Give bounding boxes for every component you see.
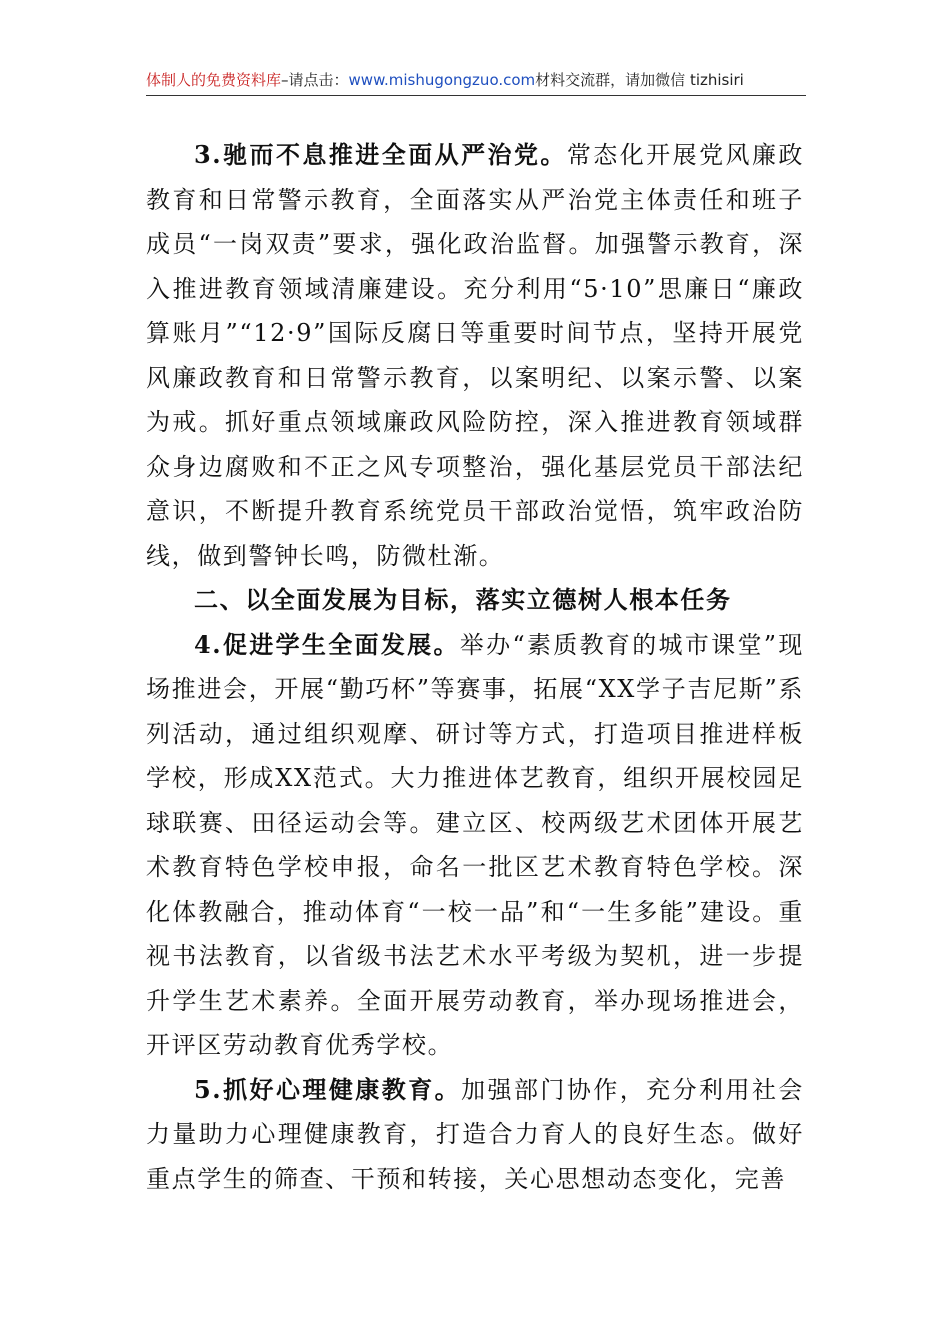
document-body [146, 133, 804, 1201]
paragraph-5-body: 加强部门协作，充分利用社会力量助力心理健康教育，打造合力育人的良好生态。做好重点学生的筛查、干预和转接，关心思想动态变化，完善 [146, 1075, 804, 1193]
paragraph-3-body: 常态化开展党风廉政教育和日常警示教育，全面落实从严治党主体责任和班子成员“一岗双责”要求，强化政治监督。加强警示教育，深入推进教育领域清廉建设。充分利用“5·10”思廉日“廉政算账月”“12·9”国际反腐日等重要时间节点，坚持开展党风廉政教育和日常警示教育，以案明纪、以案示警、以案为戒。抓好重点领域廉政风险防控，深入推进教育领域群众身边腐败和不正之风专项整治，强化基层党员干部法纪意识，不断提升教育系统党员干部政治觉悟，筑牢政治防线，做到警钟长鸣，防微杜渐。 [146, 141, 804, 570]
paragraph-3 [146, 133, 804, 578]
section-heading-2: 二、以全面发展为目标，落实立德树人根本任务 [194, 585, 732, 614]
page-header [146, 66, 806, 94]
header-divider [146, 95, 806, 96]
header-tail: 材料交流群，请加微信 tizhisiri [535, 71, 744, 89]
paragraph-3-lead: 3.驰而不息推进全面从严治党。 [194, 140, 567, 169]
paragraph-5-lead: 5.抓好心理健康教育。 [194, 1074, 462, 1104]
paragraph-5 [146, 1068, 804, 1202]
paragraph-4 [146, 623, 804, 1068]
paragraph-4-body: 举办“素质教育的城市课堂”现场推进会，开展“勤巧杯”等赛事，拓展“XX学子吉尼斯”系列活动，通过组织观摩、研讨等方式，打造项目推进样板学校，形成XX范式。大力推进体艺教育，组织开展校园足球联赛、田径运动会等。建立区、校两级艺术团体开展艺术教育特色学校申报，命名一批区艺术教育特色学校。深化体教融合，推动体育“一校一品”和“一生多能”建设。重视书法教育，以省级书法艺术水平考级为契机，进一步提升学生艺术素养。全面开展劳动教育，举办现场推进会，开评区劳动教育优秀学校。 [146, 630, 804, 1059]
header-link[interactable]: www.mishugongzuo.com [348, 71, 536, 89]
header-brand: 体制人的免费资料库 [146, 71, 282, 89]
paragraph-4-lead: 4.促进学生全面发展。 [194, 629, 460, 659]
header-prompt: –请点击： [281, 71, 349, 89]
